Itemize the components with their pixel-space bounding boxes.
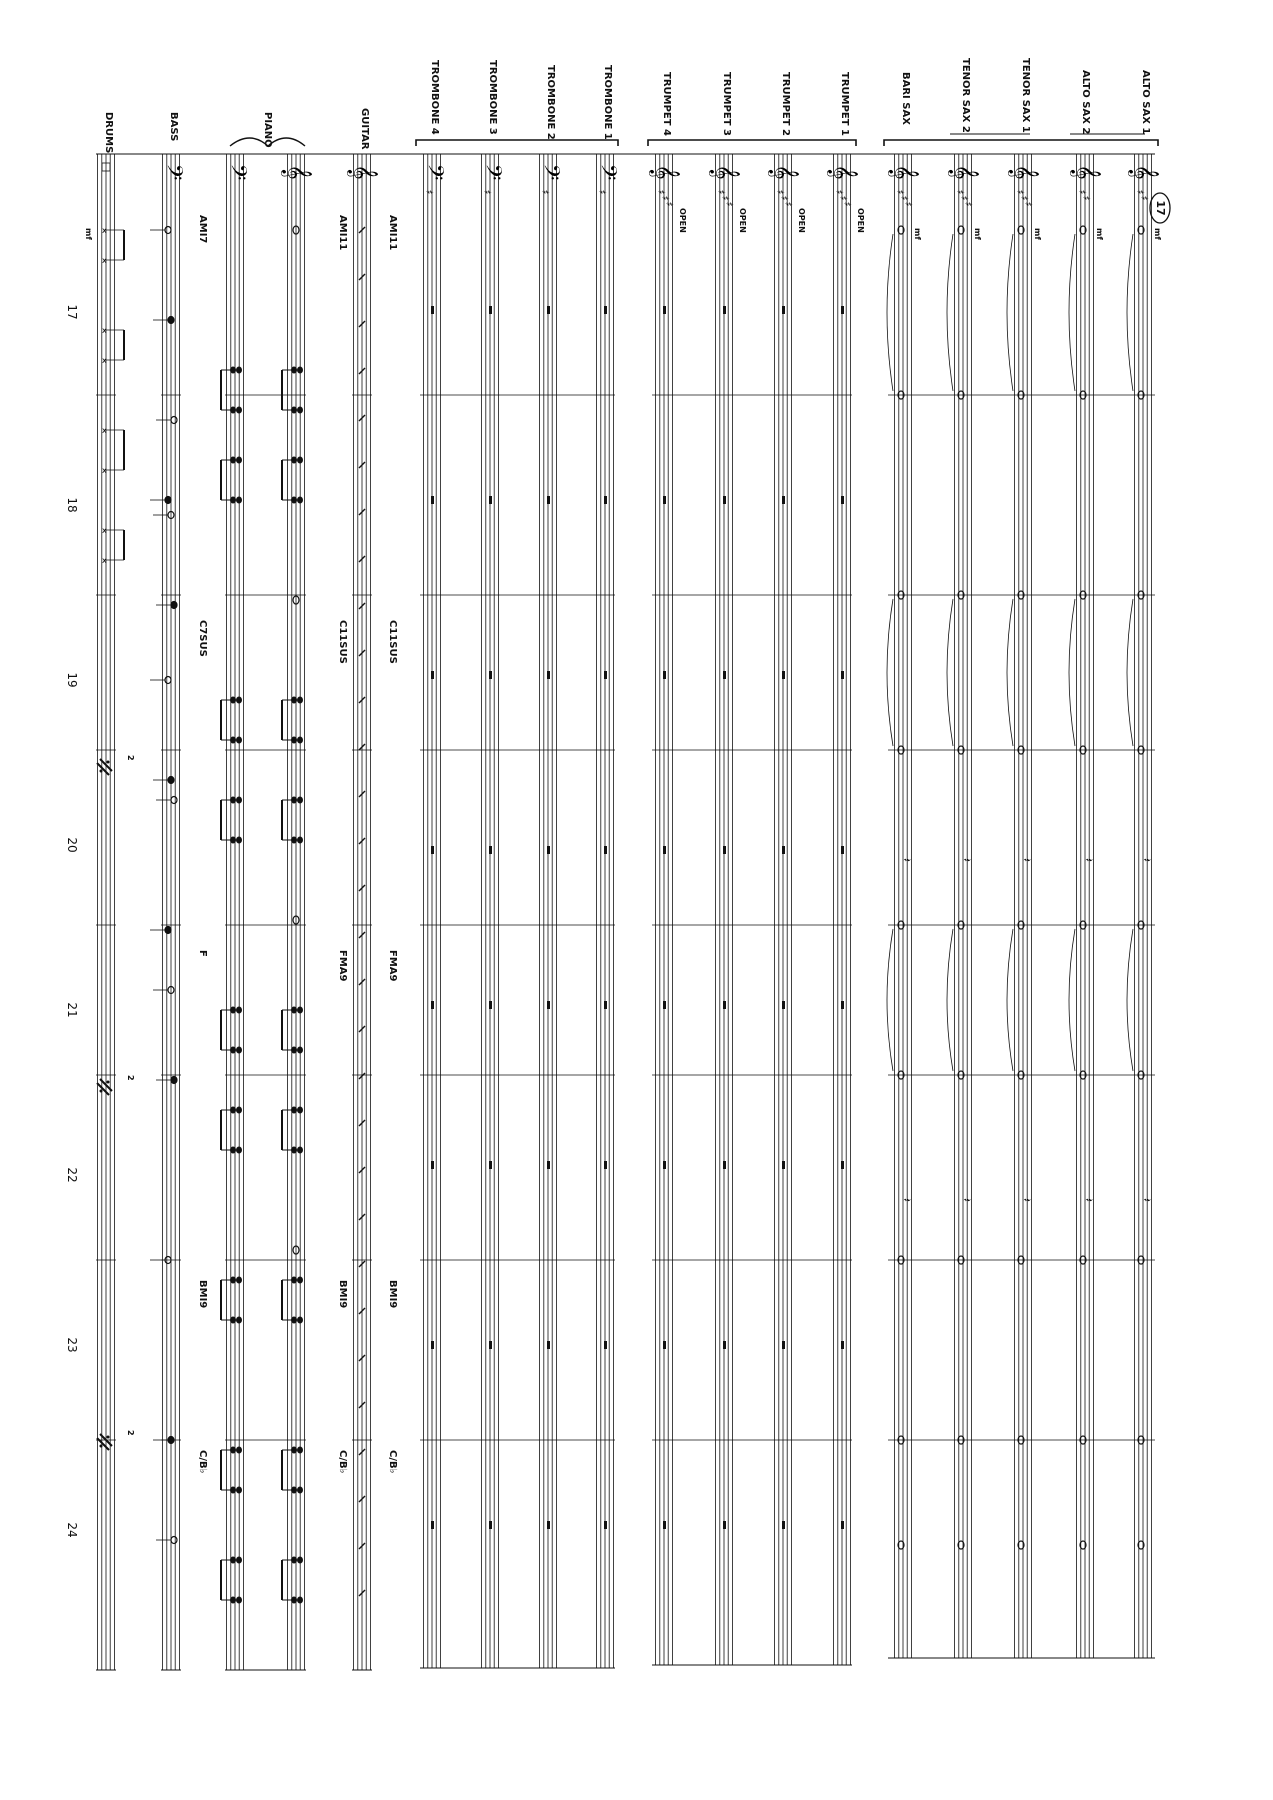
tb4-staff	[424, 154, 441, 1668]
whole-rest	[663, 671, 666, 679]
whole-rest	[663, 846, 666, 854]
tp1-staff	[834, 154, 851, 1665]
bass-label: BASS	[168, 112, 179, 142]
dynamic-mf: mf	[1153, 228, 1162, 240]
treble-clef-icon: 𝄞	[827, 164, 858, 180]
whole-rest	[723, 1161, 726, 1169]
whole-rest	[604, 496, 607, 504]
measure-repeat-icon	[97, 759, 112, 775]
bass-chord-symbol: C7SUS	[197, 620, 208, 657]
measure-repeat-icon	[97, 1079, 112, 1095]
guitar-chord-symbol: C/B♭	[387, 1450, 398, 1474]
whole-rest	[431, 1001, 434, 1009]
whole-rest	[663, 1521, 666, 1529]
sharp-icon: ♯	[715, 189, 726, 195]
tenor2-label: TENOR SAX 2	[960, 58, 971, 133]
tie	[1127, 599, 1133, 746]
sharp-icon: ♯	[1076, 189, 1087, 195]
bass-clef-icon: 𝄢	[533, 163, 564, 181]
svg-text:x: x	[102, 466, 107, 475]
quarter-rest-icon: 𝄽	[960, 858, 974, 862]
sharp-icon: ♯	[1080, 195, 1091, 201]
tie	[1007, 234, 1013, 391]
rehearsal-mark	[1150, 193, 1170, 223]
whole-rest	[604, 671, 607, 679]
tie	[1069, 234, 1075, 391]
tie	[1007, 929, 1013, 1071]
bass-note	[165, 677, 171, 684]
bass-clef-icon: 𝄢	[156, 163, 187, 181]
sharp-icon: ♯	[423, 189, 434, 195]
barlines	[96, 154, 1155, 1670]
bass-note	[171, 602, 177, 609]
dynamic-mf: mf	[973, 228, 982, 240]
sharp-icon: ♯	[723, 201, 734, 207]
piano-treble-staff	[288, 154, 305, 1670]
svg-text:x: x	[102, 356, 107, 365]
whole-rest	[604, 306, 607, 314]
notation	[84, 164, 1162, 1604]
measure-number: 22	[65, 1167, 79, 1183]
tb1-label: TROMBONE 1	[602, 65, 613, 140]
quarter-rest-icon: 𝄽	[1020, 858, 1034, 862]
whole-rest	[663, 496, 666, 504]
whole-rest	[782, 671, 785, 679]
drum-figure	[102, 226, 124, 265]
drum-figure	[102, 426, 124, 475]
sharp-icon: ♯	[539, 189, 550, 195]
bass-note	[171, 1077, 177, 1084]
drum-figure	[102, 526, 124, 565]
tp3-staff	[716, 154, 733, 1665]
drums-label: DRUMS	[103, 112, 114, 154]
treble-clef-icon: 𝄞	[948, 164, 979, 180]
sharp-icon: ♯	[1018, 195, 1029, 201]
whole-rest	[782, 1161, 785, 1169]
sharp-icon: ♯	[962, 201, 973, 207]
whole-rest	[547, 306, 550, 314]
whole-rest	[604, 1521, 607, 1529]
whole-rest	[841, 1161, 844, 1169]
piano-chord-symbol: FMA9	[337, 950, 348, 982]
sharp-icon: ♯	[958, 195, 969, 201]
piano-chord-symbol: BMI9	[337, 1280, 348, 1309]
tie	[887, 234, 893, 391]
whole-rest	[723, 671, 726, 679]
whole-rest	[723, 1521, 726, 1529]
whole-rest	[547, 846, 550, 854]
treble-clef-icon: 𝄞	[649, 164, 680, 180]
staff-system	[98, 154, 1152, 1670]
tp2-staff	[775, 154, 792, 1665]
tb4-label: TROMBONE 4	[429, 60, 440, 135]
whole-rest	[547, 1161, 550, 1169]
tie	[947, 599, 953, 746]
bass-clef-icon: 𝄢	[590, 163, 621, 181]
whole-rest	[723, 496, 726, 504]
alto2-staff	[1077, 154, 1094, 1658]
quarter-rest-icon: 𝄽	[1082, 858, 1096, 862]
bass-note	[168, 317, 174, 324]
instrument-labels	[103, 58, 1151, 153]
piano-bass-staff	[227, 154, 244, 1670]
whole-rest	[604, 1161, 607, 1169]
whole-rest	[663, 1161, 666, 1169]
whole-rest	[431, 1521, 434, 1529]
guitar-chord-symbol: AMI11	[387, 215, 398, 251]
tie	[1127, 234, 1133, 391]
svg-text:x: x	[102, 256, 107, 265]
treble-clef-icon: 𝄞	[1128, 164, 1159, 180]
tb3-staff	[482, 154, 499, 1668]
sharp-icon: ♯	[778, 195, 789, 201]
bass-clef-icon: 𝄢	[475, 163, 506, 181]
sharp-icon: ♯	[782, 201, 793, 207]
tb3-label: TROMBONE 3	[487, 60, 498, 135]
whole-rest	[604, 846, 607, 854]
tie	[1007, 599, 1013, 746]
tp1-label: TRUMPET 1	[839, 72, 850, 137]
drums-staff	[98, 154, 115, 1670]
tie	[1069, 599, 1075, 746]
whole-rest	[547, 496, 550, 504]
pno-label: PIANO	[262, 112, 273, 148]
whole-rest	[723, 1001, 726, 1009]
tie	[887, 929, 893, 1071]
sharp-icon: ♯	[894, 189, 905, 195]
measure-number: 21	[65, 1002, 79, 1018]
whole-rest	[841, 671, 844, 679]
alto2-label: ALTO SAX 2	[1080, 70, 1091, 135]
tb2-label: TROMBONE 2	[545, 65, 556, 140]
measure-number: 20	[65, 837, 79, 853]
quarter-rest-icon: 𝄽	[960, 1198, 974, 1202]
bass-chord-symbol: C/B♭	[197, 1450, 208, 1474]
rehearsal-number: 17	[1154, 200, 1167, 216]
whole-rest	[547, 1341, 550, 1349]
quarter-rest-icon: 𝄽	[1082, 1198, 1096, 1202]
repeat-count: 2	[126, 755, 135, 761]
treble-clef-icon: 𝄞	[347, 164, 378, 180]
tp4-label: TRUMPET 4	[661, 72, 672, 137]
whole-rest	[489, 846, 492, 854]
whole-rest	[431, 306, 434, 314]
whole-rest	[547, 1001, 550, 1009]
whole-rest	[782, 846, 785, 854]
chord-symbols	[197, 215, 398, 1474]
quarter-rest-icon: 𝄽	[1020, 1198, 1034, 1202]
sharp-icon: ♯	[774, 189, 785, 195]
whole-rest	[782, 1001, 785, 1009]
whole-rest	[489, 1001, 492, 1009]
whole-rest	[841, 846, 844, 854]
sharp-icon: ♯	[1134, 189, 1145, 195]
sharp-icon: ♯	[837, 195, 848, 201]
whole-rest	[663, 306, 666, 314]
tie	[1069, 929, 1075, 1071]
open-marking: OPEN	[797, 208, 806, 233]
whole-rest	[431, 496, 434, 504]
measure-repeat-icon	[97, 1434, 112, 1450]
svg-text:x: x	[102, 226, 107, 235]
tie	[887, 599, 893, 746]
quarter-rest-icon: 𝄽	[1140, 1198, 1154, 1202]
open-marking: OPEN	[678, 208, 687, 233]
treble-clef-icon: 𝄞	[1070, 164, 1101, 180]
bari-staff	[895, 154, 912, 1658]
tie	[1127, 929, 1133, 1071]
tb2-staff	[540, 154, 557, 1668]
drum-figure	[102, 326, 124, 365]
sharp-icon: ♯	[902, 201, 913, 207]
bass-note	[168, 1437, 174, 1444]
dynamic-mf: mf	[1033, 228, 1042, 240]
whole-rest	[723, 846, 726, 854]
whole-rest	[841, 306, 844, 314]
bass-chord-symbol: BMI9	[197, 1280, 208, 1309]
bass-chord-symbol: F	[197, 950, 208, 957]
sharp-icon: ♯	[596, 189, 607, 195]
treble-clef-icon: 𝄞	[709, 164, 740, 180]
whole-rest	[841, 1341, 844, 1349]
guitar-chord-symbol: C11SUS	[387, 620, 398, 664]
quarter-rest-icon: 𝄽	[1140, 858, 1154, 862]
measure-number: 19	[65, 672, 79, 688]
sharp-icon: ♯	[655, 189, 666, 195]
whole-rest	[489, 671, 492, 679]
whole-rest	[782, 496, 785, 504]
measure-numbers	[65, 304, 79, 1537]
bass-clef-icon: 𝄢	[417, 163, 448, 181]
whole-rest	[663, 1341, 666, 1349]
sharp-icon: ♯	[1138, 195, 1149, 201]
drums-dynamic: mf	[84, 228, 93, 240]
treble-clef-icon: 𝄞	[1008, 164, 1039, 180]
whole-rest	[841, 1001, 844, 1009]
whole-rest	[723, 306, 726, 314]
whole-rest	[489, 1521, 492, 1529]
measure-number: 24	[65, 1522, 79, 1538]
piano-chord-symbol: AMI11	[337, 215, 348, 251]
treble-clef-icon: 𝄞	[768, 164, 799, 180]
tp2-label: TRUMPET 2	[780, 72, 791, 137]
quarter-rest-icon: 𝄽	[900, 858, 914, 862]
repeat-count: 2	[126, 1075, 135, 1081]
dynamic-mf: mf	[1095, 228, 1104, 240]
bass-note	[168, 777, 174, 784]
whole-rest	[431, 671, 434, 679]
whole-rest	[841, 496, 844, 504]
whole-rest	[431, 1161, 434, 1169]
svg-text:x: x	[102, 556, 107, 565]
tenor1-staff	[1015, 154, 1032, 1658]
whole-rest	[723, 1341, 726, 1349]
sharp-icon: ♯	[1014, 189, 1025, 195]
bass-note	[165, 497, 171, 504]
whole-rest	[604, 1001, 607, 1009]
sharp-icon: ♯	[659, 195, 670, 201]
whole-rest	[489, 496, 492, 504]
open-marking: OPEN	[738, 208, 747, 233]
whole-rest	[841, 1521, 844, 1529]
tenor1-label: TENOR SAX 1	[1020, 58, 1031, 133]
treble-clef-icon: 𝄞	[281, 164, 312, 180]
piano-chord-symbol: C11SUS	[337, 620, 348, 664]
whole-rest	[431, 1341, 434, 1349]
whole-rest	[547, 671, 550, 679]
trombone-bracket	[416, 140, 618, 146]
measure-number: 17	[65, 304, 79, 320]
bass-note	[165, 927, 171, 934]
sharp-icon: ♯	[481, 189, 492, 195]
piano-chord-symbol: C/B♭	[337, 1450, 348, 1474]
svg-text:x: x	[102, 526, 107, 535]
gtr-staff	[354, 154, 371, 1670]
sharp-icon: ♯	[833, 189, 844, 195]
bass-note	[171, 797, 177, 804]
tp4-staff	[656, 154, 673, 1665]
bari-label: BARI SAX	[900, 72, 911, 125]
sharp-icon: ♯	[663, 201, 674, 207]
whole-rest	[663, 1001, 666, 1009]
tie	[947, 929, 953, 1071]
quarter-rest-icon: 𝄽	[900, 1198, 914, 1202]
alto1-label: ALTO SAX 1	[1140, 70, 1151, 135]
svg-text:x: x	[102, 326, 107, 335]
sax-bracket	[884, 140, 1158, 146]
repeat-count: 2	[126, 1430, 135, 1436]
whole-rest	[782, 1341, 785, 1349]
sharp-icon: ♯	[1022, 201, 1033, 207]
guitar-chord-symbol: BMI9	[387, 1280, 398, 1309]
whole-rest	[782, 306, 785, 314]
dynamic-mf: mf	[913, 228, 922, 240]
treble-clef-icon: 𝄞	[888, 164, 919, 180]
tp3-label: TRUMPET 3	[721, 72, 732, 137]
measure-number: 18	[65, 497, 79, 513]
sharp-icon: ♯	[954, 189, 965, 195]
bass-chord-symbol: AMI7	[197, 215, 208, 244]
measure-number: 23	[65, 1337, 79, 1353]
bass-note	[165, 227, 171, 234]
whole-rest	[431, 846, 434, 854]
whole-rest	[489, 306, 492, 314]
sharp-icon: ♯	[719, 195, 730, 201]
whole-rest	[547, 1521, 550, 1529]
whole-rest	[489, 1161, 492, 1169]
tb1-staff	[597, 154, 614, 1668]
whole-rest	[489, 1341, 492, 1349]
tie	[947, 234, 953, 391]
gtr-label: GUITAR	[359, 108, 370, 150]
svg-text:x: x	[102, 426, 107, 435]
open-marking: OPEN	[856, 208, 865, 233]
bass-clef-icon: 𝄢	[220, 163, 251, 181]
trumpet-bracket	[648, 140, 856, 146]
alto1-staff	[1135, 154, 1152, 1658]
tenor2-staff	[955, 154, 972, 1658]
sharp-icon: ♯	[841, 201, 852, 207]
bass-note	[171, 417, 177, 424]
sharp-icon: ♯	[898, 195, 909, 201]
guitar-chord-symbol: FMA9	[387, 950, 398, 982]
bass-note	[171, 1537, 177, 1544]
whole-rest	[782, 1521, 785, 1529]
whole-rest	[604, 1341, 607, 1349]
